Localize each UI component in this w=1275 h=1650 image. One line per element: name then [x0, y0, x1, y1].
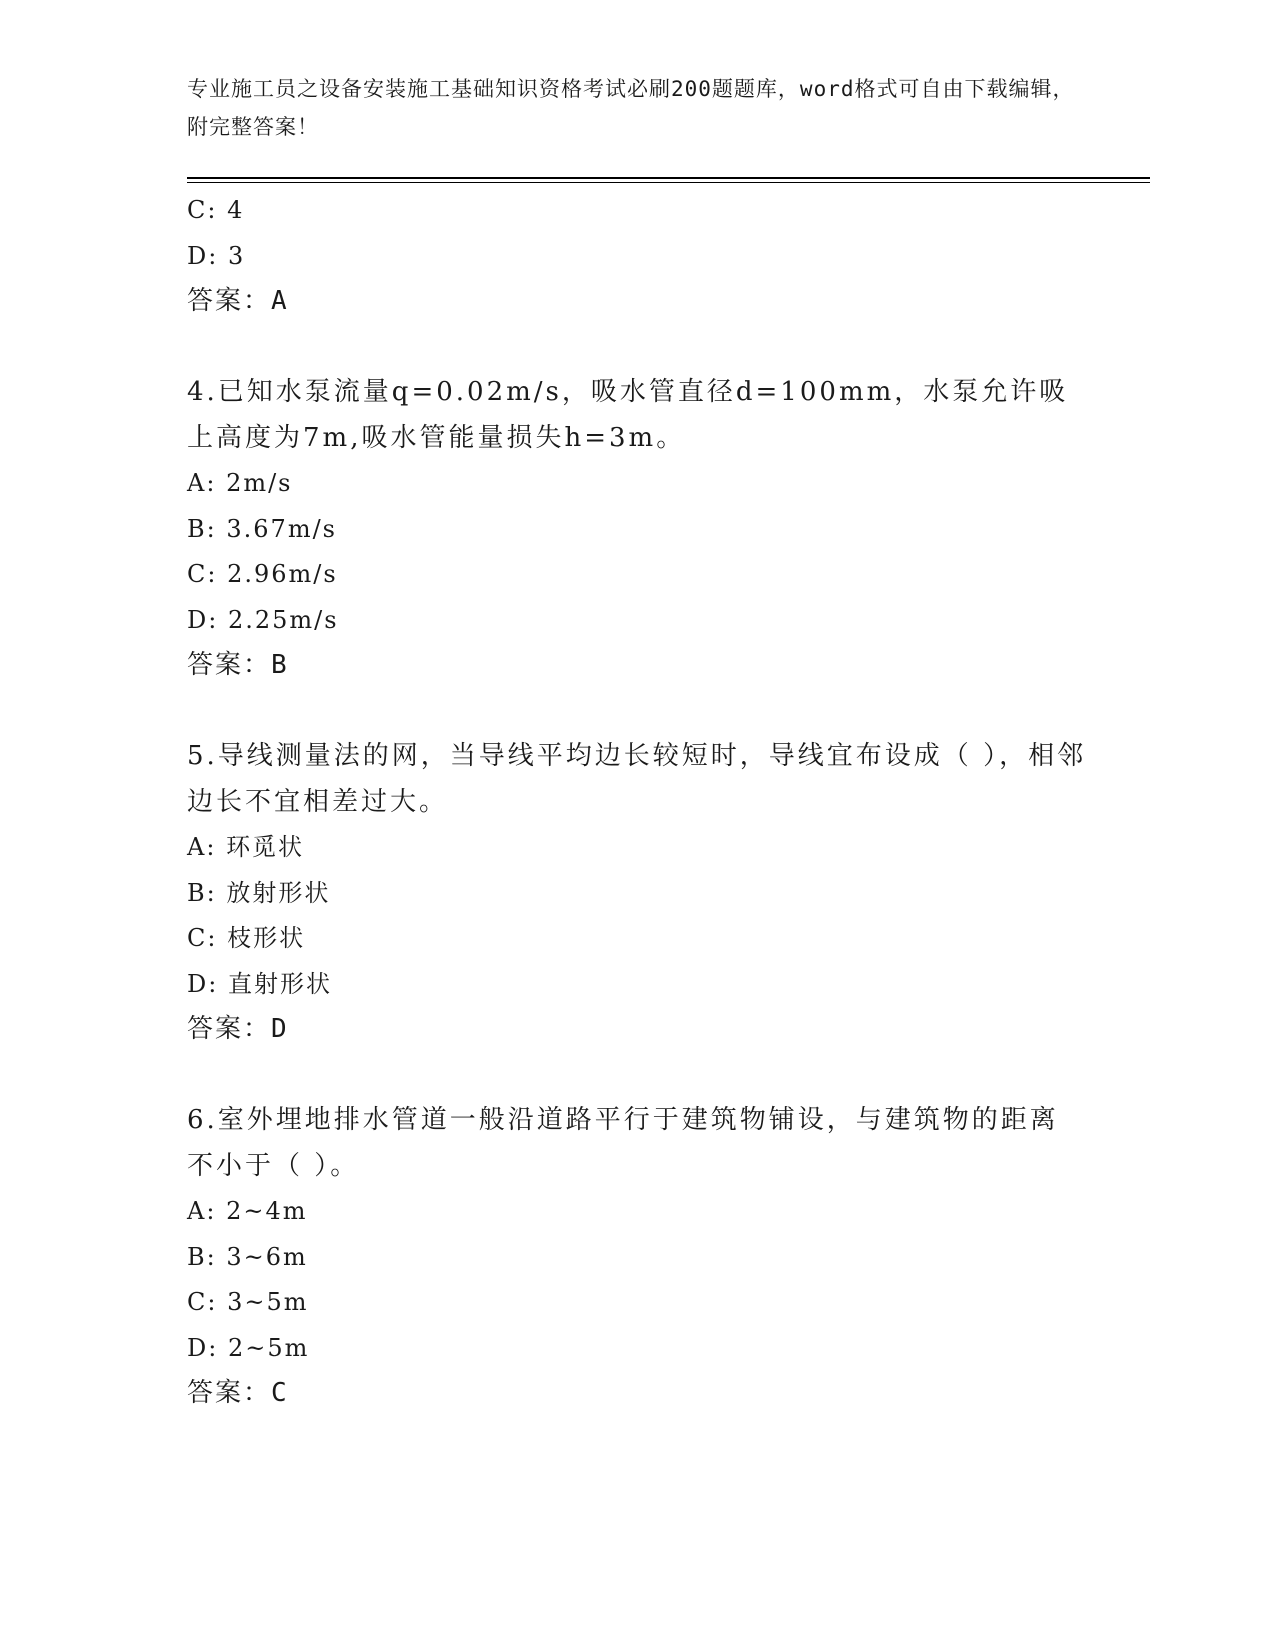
- question-list: [187, 188, 1087, 1417]
- header-divider: [187, 177, 1150, 179]
- question-block: [187, 1098, 1087, 1417]
- option-c: C: 3~5m: [187, 1288, 309, 1316]
- option-d: D: 3: [187, 241, 246, 270]
- option-b: B: 放射形状: [187, 878, 331, 907]
- answer-line: 答案：C: [187, 1378, 289, 1408]
- option-d: D: 2~5m: [187, 1333, 310, 1362]
- question-text: 5.导线测量法的网，当导线平均边长较短时，导线宜布设成（ ），相邻边长不宜相差过大。: [187, 741, 1087, 817]
- option-b: B: 3.67m/s: [187, 514, 337, 543]
- page-header: 专业施工员之设备安装施工基础知识资格考试必刷200题题库，word格式可自由下载编辑，附完整答案！: [187, 77, 1075, 139]
- answer-line: 答案：D: [187, 1014, 289, 1044]
- question-block: [187, 370, 1087, 689]
- option-c: C: 枝形状: [187, 924, 306, 952]
- option-a: A: 2~4m: [187, 1197, 308, 1225]
- option-c: C: 4: [187, 196, 245, 224]
- answer-line: 答案：A: [187, 286, 289, 316]
- answer-line: 答案：B: [187, 650, 289, 680]
- header-divider-thin: [187, 182, 1150, 183]
- question-text: 6.室外埋地排水管道一般沿道路平行于建筑物铺设，与建筑物的距离不小于（ ）。: [187, 1105, 1059, 1181]
- option-b: B: 3~6m: [187, 1242, 308, 1271]
- question-block: [187, 734, 1087, 1053]
- question-text: 4.已知水泵流量q=0.02m/s，吸水管直径d=100mm，水泵允许吸上高度为7m,吸水管能量损失h=3m。: [187, 377, 1069, 453]
- option-a: A: 2m/s: [187, 469, 293, 497]
- option-d: D: 2.25m/s: [187, 605, 339, 634]
- option-d: D: 直射形状: [187, 969, 332, 998]
- option-c: C: 2.96m/s: [187, 560, 338, 588]
- question-block: [187, 188, 1087, 325]
- option-a: A: 环觅状: [187, 833, 305, 861]
